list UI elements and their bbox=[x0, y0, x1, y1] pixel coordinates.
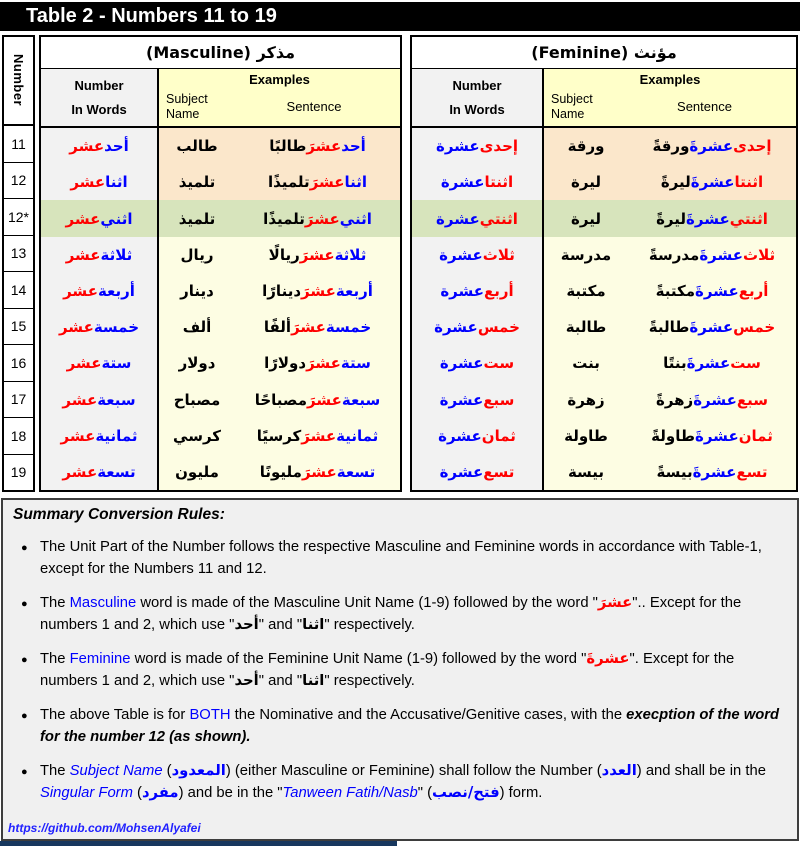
rule-segment: ) and be in the " bbox=[178, 785, 283, 801]
rule-segment: execption of the word for the number 12 (as shown). bbox=[40, 707, 780, 745]
rule-segment: BOTH bbox=[189, 707, 231, 723]
sentence-unit-word: اثنتا bbox=[734, 173, 764, 192]
ten-word: عشر bbox=[70, 173, 106, 192]
rule-segment: the Nominative and the Accusative/Genitive cases, with the bbox=[230, 707, 627, 723]
sentence-unit-word: اثنا bbox=[344, 173, 368, 192]
bullet-icon: ● bbox=[21, 654, 28, 666]
examples-title: Examples bbox=[249, 72, 310, 87]
unit-word: اثنا bbox=[105, 173, 128, 192]
words-header-line1: Number bbox=[74, 78, 124, 93]
number-in-words-cell bbox=[412, 128, 544, 164]
bullet-icon: ● bbox=[21, 766, 28, 778]
sentence-unit-word: إحدى bbox=[733, 137, 772, 156]
ten-word: عشر bbox=[62, 462, 98, 481]
rule-item bbox=[13, 760, 783, 804]
unit-word: أربعة bbox=[97, 281, 135, 300]
masculine-column-headers bbox=[41, 69, 400, 128]
sentence-ten-word: عشرَ bbox=[299, 245, 335, 264]
subject-word: بنت bbox=[572, 354, 600, 373]
sentence-cell bbox=[628, 237, 796, 273]
sentence-cell bbox=[235, 309, 400, 345]
rule-segment: Masculine bbox=[69, 595, 137, 611]
number-in-words-cell bbox=[41, 273, 159, 309]
unit-word: ستة bbox=[101, 354, 132, 373]
masc-table-row bbox=[41, 345, 400, 381]
number-in-words-cell bbox=[41, 418, 159, 454]
rule-segment: اثنا bbox=[302, 616, 325, 633]
sentence-noun-word: ليرةً bbox=[656, 209, 687, 228]
row-number-cell: 12 bbox=[4, 163, 33, 200]
number-column-header bbox=[4, 37, 33, 126]
sentence-ten-word: عشرةَ bbox=[689, 137, 734, 156]
masculine-table bbox=[39, 35, 402, 492]
number-in-words-cell bbox=[412, 237, 544, 273]
sentence-noun-word: طالبًا bbox=[269, 137, 307, 156]
number-in-words-cell bbox=[41, 200, 159, 236]
ten-word: عشرة bbox=[438, 426, 482, 445]
number-in-words-cell bbox=[412, 309, 544, 345]
sentence-cell bbox=[628, 128, 796, 164]
rule-item bbox=[13, 592, 783, 636]
sentence-noun-word: مليونًا bbox=[259, 462, 302, 481]
rule-segment: Feminine bbox=[69, 651, 131, 667]
sentence-ten-word: عشرةَ bbox=[690, 173, 735, 192]
sentence-cell bbox=[235, 418, 400, 454]
summary-title: Summary Conversion Rules: bbox=[13, 506, 225, 523]
sentence-unit-word: خمسة bbox=[325, 318, 372, 337]
rule-segment: The Unit Part of the Number follows the respective Masculine and Feminine words in accordance with Table-1, except for the Numbers 11 and 12. bbox=[40, 539, 762, 577]
sentence-unit-word: ست bbox=[730, 354, 761, 373]
sentence-noun-word: دينارًا bbox=[262, 281, 302, 300]
number-in-words-cell bbox=[41, 454, 159, 490]
ten-word: عشرة bbox=[439, 390, 484, 409]
unit-word: اثنتي bbox=[479, 209, 518, 228]
sentence-cell bbox=[235, 454, 400, 490]
sentence-unit-word: تسعة bbox=[336, 462, 376, 481]
sentence-unit-word: اثني bbox=[339, 209, 372, 228]
subject-name-cell bbox=[159, 454, 235, 490]
ten-word: عشرة bbox=[439, 462, 484, 481]
subject-name-cell bbox=[544, 128, 628, 164]
sentence-ten-word: عشرةَ bbox=[686, 209, 730, 228]
number-column-label: Number bbox=[11, 54, 26, 107]
ten-word: عشرة bbox=[439, 245, 483, 264]
sentence-unit-word: خمس bbox=[733, 318, 776, 337]
row-number-cell: 15 bbox=[4, 309, 33, 346]
rule-item bbox=[13, 536, 783, 580]
subject-word: طالب bbox=[176, 137, 218, 156]
unit-word: ثلاثة bbox=[100, 245, 133, 264]
sentence-noun-word: بنتًا bbox=[663, 354, 687, 373]
number-column bbox=[2, 35, 35, 492]
subject-name-cell bbox=[544, 273, 628, 309]
sentence-cell bbox=[628, 381, 796, 417]
sentence-noun-word: ريالًا bbox=[268, 245, 300, 264]
subject-word: بيسة bbox=[567, 462, 605, 481]
sentence-ten-word: عشرَ bbox=[301, 426, 337, 445]
sentence-noun-word: دولارًا bbox=[264, 354, 307, 373]
examples-subheaders bbox=[544, 87, 796, 126]
sentence-noun-word: تلميذًا bbox=[263, 209, 305, 228]
rules-list bbox=[13, 536, 783, 804]
sentence-noun-word: مكتبةً bbox=[655, 281, 695, 300]
ten-word: عشر bbox=[69, 137, 105, 156]
sentence-cell bbox=[235, 345, 400, 381]
rule-segment: Subject Name bbox=[69, 763, 163, 779]
rule-segment: مفرد bbox=[141, 784, 179, 801]
sentence-cell bbox=[235, 237, 400, 273]
rule-segment: Tanween Fatih/Nasb bbox=[282, 785, 418, 801]
sentence-unit-word: ثمانية bbox=[336, 426, 379, 445]
fem-table-row bbox=[412, 345, 796, 381]
number-in-words-cell bbox=[41, 164, 159, 200]
ten-word: عشر bbox=[66, 354, 102, 373]
sentence-unit-word: ثمان bbox=[738, 426, 773, 445]
sentence-noun-word: مدرسةً bbox=[648, 245, 700, 264]
words-header-line2: In Words bbox=[71, 102, 127, 117]
fem-table-row bbox=[412, 273, 796, 309]
rule-segment: أحد bbox=[234, 672, 259, 689]
sentence-ten-word: عشرَ bbox=[309, 173, 345, 192]
sentence-noun-word: زهرةً bbox=[655, 390, 694, 409]
subject-name-cell bbox=[544, 309, 628, 345]
subject-name-header: Subject Name bbox=[551, 92, 593, 121]
number-in-words-cell bbox=[41, 237, 159, 273]
sentence-ten-word: عشرةَ bbox=[695, 281, 739, 300]
sentence-ten-word: عشرَ bbox=[306, 137, 342, 156]
sentence-unit-word: أربعة bbox=[335, 281, 373, 300]
github-link[interactable]: https://github.com/MohsenAlyafei bbox=[8, 821, 201, 835]
row-number-cell: 19 bbox=[10, 464, 27, 481]
rule-segment: " respectively. bbox=[324, 673, 415, 689]
subject-name-cell bbox=[544, 200, 628, 236]
examples-title: Examples bbox=[639, 72, 701, 87]
rule-segment: ( bbox=[132, 785, 142, 801]
sentence-unit-word: سبعة bbox=[341, 390, 381, 409]
number-in-words-cell bbox=[412, 273, 544, 309]
row-number-cell: 17 bbox=[4, 382, 33, 419]
unit-word: إحدى bbox=[479, 137, 519, 156]
bottom-navy-bar bbox=[0, 841, 397, 846]
feminine-header-label: (Feminine) مؤنث bbox=[531, 43, 677, 62]
bullet-icon: ● bbox=[21, 598, 28, 610]
subject-word: زهرة bbox=[567, 390, 605, 409]
ten-word: عشر bbox=[65, 209, 101, 228]
sentence-noun-word: ألفًا bbox=[263, 318, 292, 337]
sentence-ten-word: عشرةَ bbox=[692, 462, 737, 481]
fem-table-row bbox=[412, 200, 796, 236]
sentence-noun-word: تلميذًا bbox=[267, 173, 310, 192]
sentence-noun-word: ليرةً bbox=[660, 173, 691, 192]
sentence-cell bbox=[628, 345, 796, 381]
rule-segment: ". Except for the numbers 1 and 2, which use " bbox=[40, 651, 735, 689]
rule-segment: The bbox=[40, 763, 70, 779]
subject-name-cell bbox=[544, 345, 628, 381]
masc-table-row bbox=[41, 309, 400, 345]
row-number-cell: 14 bbox=[4, 272, 33, 309]
subject-name-cell bbox=[544, 237, 628, 273]
sentence-noun-word: بيسةً bbox=[656, 462, 693, 481]
rule-segment: " and " bbox=[258, 617, 303, 633]
sentence-unit-word: اثنتي bbox=[729, 209, 768, 228]
subject-word: طاولة bbox=[564, 426, 608, 445]
subject-name-cell bbox=[544, 381, 628, 417]
rule-segment: " respectively. bbox=[324, 617, 415, 633]
bullet-icon: ● bbox=[21, 710, 28, 722]
ten-word: عشرة bbox=[435, 137, 480, 156]
subject-name-cell bbox=[544, 164, 628, 200]
words-header-line1: Number bbox=[452, 78, 502, 93]
rule-segment: ( bbox=[162, 763, 172, 779]
sentence-cell bbox=[235, 273, 400, 309]
feminine-rows bbox=[412, 128, 796, 490]
sentence-cell bbox=[235, 381, 400, 417]
number-in-words-cell bbox=[41, 345, 159, 381]
subject-name-header: Subject Name bbox=[166, 92, 208, 121]
fem-table-row bbox=[412, 454, 796, 490]
rule-segment: ".. Except for the numbers 1 and 2, which use " bbox=[40, 595, 742, 633]
unit-word: خمس bbox=[477, 318, 520, 337]
rule-segment: word is made of the Feminine Unit Name (1-9) followed by the word " bbox=[130, 651, 587, 667]
rule-segment: ) and shall be in the bbox=[636, 763, 766, 779]
subject-word: مدرسة bbox=[560, 245, 612, 264]
rule-segment: المعدود bbox=[171, 762, 226, 779]
number-in-words-header bbox=[412, 69, 544, 126]
ten-word: عشر bbox=[63, 281, 98, 300]
sentence-ten-word: عشرةَ bbox=[695, 426, 739, 445]
ten-word: عشرة bbox=[440, 173, 485, 192]
masculine-section-header bbox=[41, 37, 400, 69]
unit-word: اثني bbox=[100, 209, 133, 228]
fem-table-row bbox=[412, 381, 796, 417]
masc-table-row bbox=[41, 237, 400, 273]
subject-name-cell bbox=[544, 454, 628, 490]
number-in-words-cell bbox=[41, 381, 159, 417]
rule-segment: اثنا bbox=[302, 672, 325, 689]
row-number-cell: 16 bbox=[4, 345, 33, 382]
sentence-ten-word: عشرَ bbox=[301, 462, 337, 481]
sentence-ten-word: عشرةَ bbox=[693, 390, 737, 409]
unit-word: ثمان bbox=[481, 426, 516, 445]
masculine-rows bbox=[41, 128, 400, 490]
sentence-noun-word: طالبةً bbox=[648, 318, 690, 337]
subject-name-cell bbox=[159, 128, 235, 164]
unit-word: سبع bbox=[483, 390, 515, 409]
feminine-section-header bbox=[412, 37, 796, 69]
unit-word: تسعة bbox=[97, 462, 136, 481]
subject-word: طالبة bbox=[565, 318, 607, 337]
row-number-cell: 11 bbox=[4, 126, 33, 163]
examples-header bbox=[159, 69, 400, 126]
subject-word: مليون bbox=[175, 462, 219, 481]
masc-table-row bbox=[41, 454, 400, 490]
rule-segment: عشرةَ bbox=[586, 650, 630, 667]
subject-word: دينار bbox=[180, 281, 214, 300]
rule-segment: The bbox=[40, 651, 70, 667]
feminine-table bbox=[410, 35, 798, 492]
masc-table-row bbox=[41, 200, 400, 236]
sentence-cell bbox=[628, 200, 796, 236]
subject-name-cell bbox=[159, 200, 235, 236]
sentence-ten-word: عشرَ bbox=[307, 390, 342, 409]
masc-table-row bbox=[41, 273, 400, 309]
sentence-cell bbox=[628, 418, 796, 454]
examples-subheaders bbox=[159, 87, 400, 126]
rule-segment: العدد bbox=[601, 762, 637, 779]
rule-segment: word is made of the Masculine Unit Name (1-9) followed by the word " bbox=[136, 595, 598, 611]
rule-segment: " ( bbox=[417, 785, 433, 801]
subject-name-cell bbox=[159, 418, 235, 454]
number-in-words-cell bbox=[41, 309, 159, 345]
unit-word: اثنتا bbox=[484, 173, 514, 192]
sentence-noun-word: ورقةً bbox=[652, 137, 690, 156]
sentence-cell bbox=[235, 200, 400, 236]
sentence-unit-word: ثلاثة bbox=[334, 245, 367, 264]
page-title: Table 2 - Numbers 11 to 19 bbox=[0, 2, 800, 31]
row-number-cell: 13 bbox=[4, 236, 33, 273]
subject-word: مصباح bbox=[173, 390, 221, 409]
subject-word: ورقة bbox=[567, 137, 605, 156]
sentence-ten-word: عشرَ bbox=[304, 209, 340, 228]
sentence-header: Sentence bbox=[677, 99, 732, 114]
rule-text bbox=[40, 539, 762, 577]
sentence-unit-word: ثلاث bbox=[743, 245, 776, 264]
rule-segment: فتح/نصب bbox=[432, 784, 500, 801]
number-in-words-cell bbox=[412, 164, 544, 200]
masculine-header-label: (Masculine) مذكر bbox=[146, 43, 295, 62]
number-in-words-cell bbox=[412, 381, 544, 417]
fem-table-row bbox=[412, 164, 796, 200]
examples-header bbox=[544, 69, 796, 126]
unit-word: سبعة bbox=[97, 390, 136, 409]
subject-name-cell bbox=[159, 345, 235, 381]
number-in-words-header bbox=[41, 69, 159, 126]
ten-word: عشرة bbox=[440, 281, 485, 300]
ten-word: عشرة bbox=[439, 354, 484, 373]
unit-word: خمسة bbox=[93, 318, 140, 337]
sentence-unit-word: سبع bbox=[736, 390, 769, 409]
row-number-cell: 18 bbox=[4, 418, 33, 455]
rule-text bbox=[40, 763, 766, 801]
number-in-words-cell bbox=[412, 200, 544, 236]
sentence-ten-word: عشرَ bbox=[306, 354, 341, 373]
masc-table-row bbox=[41, 164, 400, 200]
rule-segment: The above Table is for bbox=[40, 707, 190, 723]
subject-word: ريال bbox=[180, 245, 214, 264]
sentence-ten-word: عشرَ bbox=[301, 281, 336, 300]
words-header-line2: In Words bbox=[449, 102, 505, 117]
sentence-ten-word: عشرَ bbox=[291, 318, 326, 337]
masc-table-row bbox=[41, 128, 400, 164]
sentence-cell bbox=[628, 273, 796, 309]
summary-rules-panel bbox=[1, 498, 799, 841]
rule-text bbox=[40, 651, 734, 689]
masc-table-row bbox=[41, 381, 400, 417]
number-in-words-cell bbox=[412, 418, 544, 454]
sentence-ten-word: عشرةَ bbox=[686, 354, 731, 373]
rule-item bbox=[13, 648, 783, 692]
subject-word: مكتبة bbox=[566, 281, 606, 300]
rule-segment: أحد bbox=[234, 616, 259, 633]
rule-segment: ) (either Masculine or Feminine) shall follow the Number ( bbox=[225, 763, 602, 779]
sentence-unit-word: تسع bbox=[736, 462, 768, 481]
sentence-header: Sentence bbox=[286, 99, 342, 114]
subject-word: كرسي bbox=[173, 426, 221, 445]
bullet-icon: ● bbox=[21, 542, 28, 554]
ten-word: عشر bbox=[60, 426, 96, 445]
rule-segment: Singular Form bbox=[40, 785, 133, 801]
ten-word: عشرة bbox=[434, 318, 478, 337]
subject-name-cell bbox=[544, 418, 628, 454]
fem-table-row bbox=[412, 309, 796, 345]
sentence-unit-word: أربع bbox=[738, 281, 769, 300]
ten-word: عشر bbox=[65, 245, 101, 264]
unit-word: ست bbox=[483, 354, 515, 373]
sentence-unit-word: أحد bbox=[341, 137, 366, 156]
unit-word: أربع bbox=[484, 281, 514, 300]
number-column-cells bbox=[4, 126, 33, 490]
sentence-unit-word: ستة bbox=[340, 354, 371, 373]
sentence-ten-word: عشرةَ bbox=[689, 318, 734, 337]
subject-word: تلميذ bbox=[178, 173, 216, 192]
row-number-cell: 12* bbox=[4, 199, 33, 236]
sentence-cell bbox=[628, 309, 796, 345]
subject-name-cell bbox=[159, 237, 235, 273]
sentence-cell bbox=[628, 164, 796, 200]
sentence-cell bbox=[628, 454, 796, 490]
sentence-noun-word: طاولةً bbox=[651, 426, 695, 445]
subject-name-cell bbox=[159, 164, 235, 200]
number-in-words-cell bbox=[412, 454, 544, 490]
fem-table-row bbox=[412, 128, 796, 164]
subject-word: ليرة bbox=[571, 209, 601, 228]
fem-table-row bbox=[412, 237, 796, 273]
rule-segment: The bbox=[40, 595, 70, 611]
number-in-words-cell bbox=[41, 128, 159, 164]
sentence-noun-word: مصباحًا bbox=[254, 390, 307, 409]
number-in-words-cell bbox=[412, 345, 544, 381]
subject-word: دولار bbox=[178, 354, 216, 373]
sentence-cell bbox=[235, 128, 400, 164]
subject-name-cell bbox=[159, 381, 235, 417]
ten-word: عشر bbox=[62, 390, 98, 409]
feminine-column-headers bbox=[412, 69, 796, 128]
unit-word: ثمانية bbox=[95, 426, 138, 445]
unit-word: تسع bbox=[483, 462, 515, 481]
rule-segment: ) form. bbox=[499, 785, 543, 801]
sentence-noun-word: كرسيًا bbox=[256, 426, 302, 445]
sentence-ten-word: عشرةَ bbox=[699, 245, 744, 264]
subject-name-cell bbox=[159, 309, 235, 345]
rule-text bbox=[40, 707, 779, 745]
subject-word: تلميذ bbox=[178, 209, 216, 228]
rule-text bbox=[40, 595, 741, 633]
ten-word: عشر bbox=[58, 318, 94, 337]
subject-word: ليرة bbox=[571, 173, 601, 192]
subject-name-cell bbox=[159, 273, 235, 309]
unit-word: ثلاث bbox=[482, 245, 515, 264]
rule-segment: عشرَ bbox=[597, 594, 633, 611]
ten-word: عشرة bbox=[436, 209, 480, 228]
fem-table-row bbox=[412, 418, 796, 454]
rule-item bbox=[13, 704, 783, 748]
masc-table-row bbox=[41, 418, 400, 454]
rule-segment: " and " bbox=[258, 673, 303, 689]
subject-word: ألف bbox=[182, 318, 212, 337]
sentence-cell bbox=[235, 164, 400, 200]
unit-word: أحد bbox=[104, 137, 129, 156]
